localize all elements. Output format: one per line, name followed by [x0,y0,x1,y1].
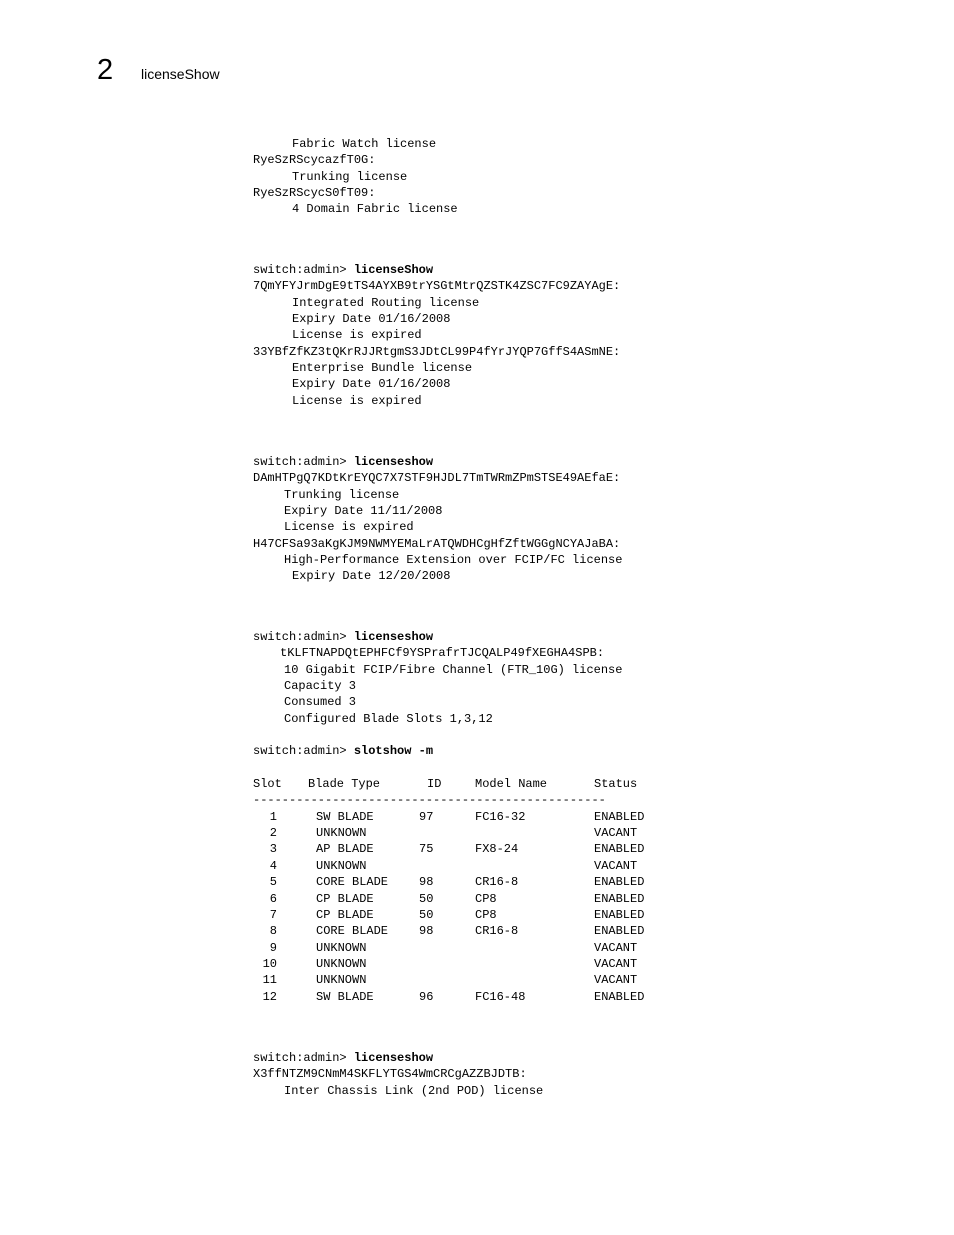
cell-status: ENABLED [594,924,645,939]
cell-status: VACANT [594,956,638,971]
column-header-id: ID [427,777,442,792]
cell-blade-type: SW BLADE [316,989,374,1004]
output-lines [253,278,620,409]
cell-id: 98 [419,875,434,890]
cell-slot: 9 [269,940,277,955]
command-line [253,1050,543,1066]
table-rule: ------------------------------------------------- [253,793,606,808]
output-line: tKLFTNAPDQtEPHFCf9YSPrafrTJCQALP49fXEGHA4SPB: [280,646,605,661]
table-row [253,956,638,972]
cell-blade-type: CORE BLADE [316,875,389,890]
output-lines [253,1066,543,1099]
cell-blade-type: UNKNOWN [316,826,367,841]
prompt: switch:admin> [253,630,354,644]
column-header-slot: Slot [253,777,282,792]
chapter-number: 2 [97,54,114,86]
output-line: Configured Blade Slots 1,3,12 [284,711,493,726]
cell-blade-type: SW BLADE [316,809,374,824]
output-line: Trunking license [284,487,400,502]
table-row [253,891,645,907]
command-line [253,629,622,645]
table-row [253,972,638,988]
table-row [253,858,638,874]
slot-table-body [253,809,645,1005]
table-row [253,940,638,956]
output-line: 33YBfZfKZ3tQKrRJJRtgmS3JDtCL99P4fYrJYQP7GffS4ASmNE: [253,344,621,359]
output-line: Consumed 3 [284,695,357,710]
output-line: High-Performance Extension over FCIP/FC license [284,553,623,568]
cell-id: 50 [419,907,434,922]
cell-id: 75 [419,842,434,857]
cell-id: 98 [419,924,434,939]
output-line: Trunking license [292,169,408,184]
cell-model-name: CP8 [475,907,497,922]
cell-status: VACANT [594,940,638,955]
cell-slot: 5 [269,875,277,890]
output-line: Expiry Date 01/16/2008 [292,377,451,392]
output-line: License is expired [292,328,422,343]
table-row [253,989,645,1005]
code-block-example-2 [253,454,622,585]
cell-blade-type: AP BLADE [316,842,374,857]
cell-blade-type: UNKNOWN [316,973,367,988]
code-block-continued [253,136,458,218]
cell-blade-type: CORE BLADE [316,924,389,939]
command-line [253,262,620,278]
output-line: Expiry Date 12/20/2008 [292,569,451,584]
output-line: X3ffNTZM9CNmM4SKFLYTGS4WmCRCgAZZBJDTB: [253,1067,527,1082]
output-line: License is expired [292,393,422,408]
prompt: switch:admin> [253,455,354,469]
cell-slot: 3 [269,842,277,857]
table-row [253,907,645,923]
slot-table [253,776,645,1005]
cell-id: 50 [419,891,434,906]
cell-model-name: CR16-8 [475,924,519,939]
code-block-example-3 [253,629,645,1005]
output-line: H47CFSa93aKgKJM9NWMYEMaLrATQWDHCgHfZftWGGgNCYAJaBA: [253,536,621,551]
cell-status: VACANT [594,826,638,841]
output-line: Integrated Routing license [292,295,480,310]
table-row [253,841,645,857]
output-lines [253,645,622,727]
command: licenseShow [353,263,434,277]
cell-status: ENABLED [594,875,645,890]
command: licenseshow [353,630,434,644]
cell-status: VACANT [594,858,638,873]
cell-slot: 2 [269,826,277,841]
column-header-status: Status [594,777,638,792]
slot-table-header [253,776,638,792]
cell-slot: 11 [262,973,277,988]
command-line [253,454,622,470]
cell-slot: 4 [269,858,277,873]
cell-status: ENABLED [594,989,645,1004]
cell-model-name: FC16-32 [475,809,526,824]
column-header-model-name: Model Name [475,777,548,792]
cell-status: ENABLED [594,907,645,922]
cell-model-name: CP8 [475,891,497,906]
command: slotshow -m [353,744,434,759]
cell-slot: 1 [269,809,277,824]
output-line: Capacity 3 [284,679,357,694]
output-line: RyeSzRScycazfT0G: [253,153,376,168]
cell-blade-type: UNKNOWN [316,940,367,955]
cell-blade-type: CP BLADE [316,907,374,922]
prompt: switch:admin> [253,744,354,759]
cell-slot: 7 [269,907,277,922]
output-line: 4 Domain Fabric license [292,202,458,217]
column-header-blade-type: Blade Type [308,777,381,792]
output-line: 7QmYFYJrmDgE9tTS4AYXB9trYSGtMtrQZSTK4ZSC7FC9ZAYAgE: [253,279,621,294]
cell-model-name: CR16-8 [475,875,519,890]
cell-slot: 10 [262,956,277,971]
cell-status: ENABLED [594,842,645,857]
running-title: licenseShow [141,66,220,82]
output-line: 10 Gigabit FCIP/Fibre Channel (FTR_10G) license [284,662,623,677]
table-row [253,923,645,939]
cell-id: 97 [419,809,434,824]
prompt: switch:admin> [253,1051,354,1065]
output-line: Fabric Watch license [292,137,437,151]
code-block-example-1 [253,262,620,409]
table-row [253,825,638,841]
cell-blade-type: UNKNOWN [316,858,367,873]
cell-model-name: FX8-24 [475,842,519,857]
output-line: Enterprise Bundle license [292,361,473,376]
cell-slot: 12 [262,989,277,1004]
cell-slot: 6 [269,891,277,906]
command: licenseshow [353,455,434,469]
code-block-example-4 [253,1050,543,1099]
slotshow-command-line [253,743,622,759]
command: licenseshow [353,1051,434,1065]
cell-status: VACANT [594,973,638,988]
cell-status: ENABLED [594,809,645,824]
output-line: License is expired [284,520,414,535]
table-row [253,809,645,825]
output-lines [253,470,622,584]
output-line: Inter Chassis Link (2nd POD) license [284,1083,544,1098]
output-line: Expiry Date 01/16/2008 [292,312,451,327]
output-line: Expiry Date 11/11/2008 [284,504,443,519]
cell-model-name: FC16-48 [475,989,526,1004]
table-row [253,874,645,890]
cell-id: 96 [419,989,434,1004]
cell-blade-type: CP BLADE [316,891,374,906]
cell-slot: 8 [269,924,277,939]
cell-blade-type: UNKNOWN [316,956,367,971]
output-line: RyeSzRScycS0fT09: [253,186,376,201]
cell-status: ENABLED [594,891,645,906]
output-line: DAmHTPgQ7KDtKrEYQC7X7STF9HJDL7TmTWRmZPmSTSE49AEfaE: [253,471,621,486]
prompt: switch:admin> [253,263,354,277]
